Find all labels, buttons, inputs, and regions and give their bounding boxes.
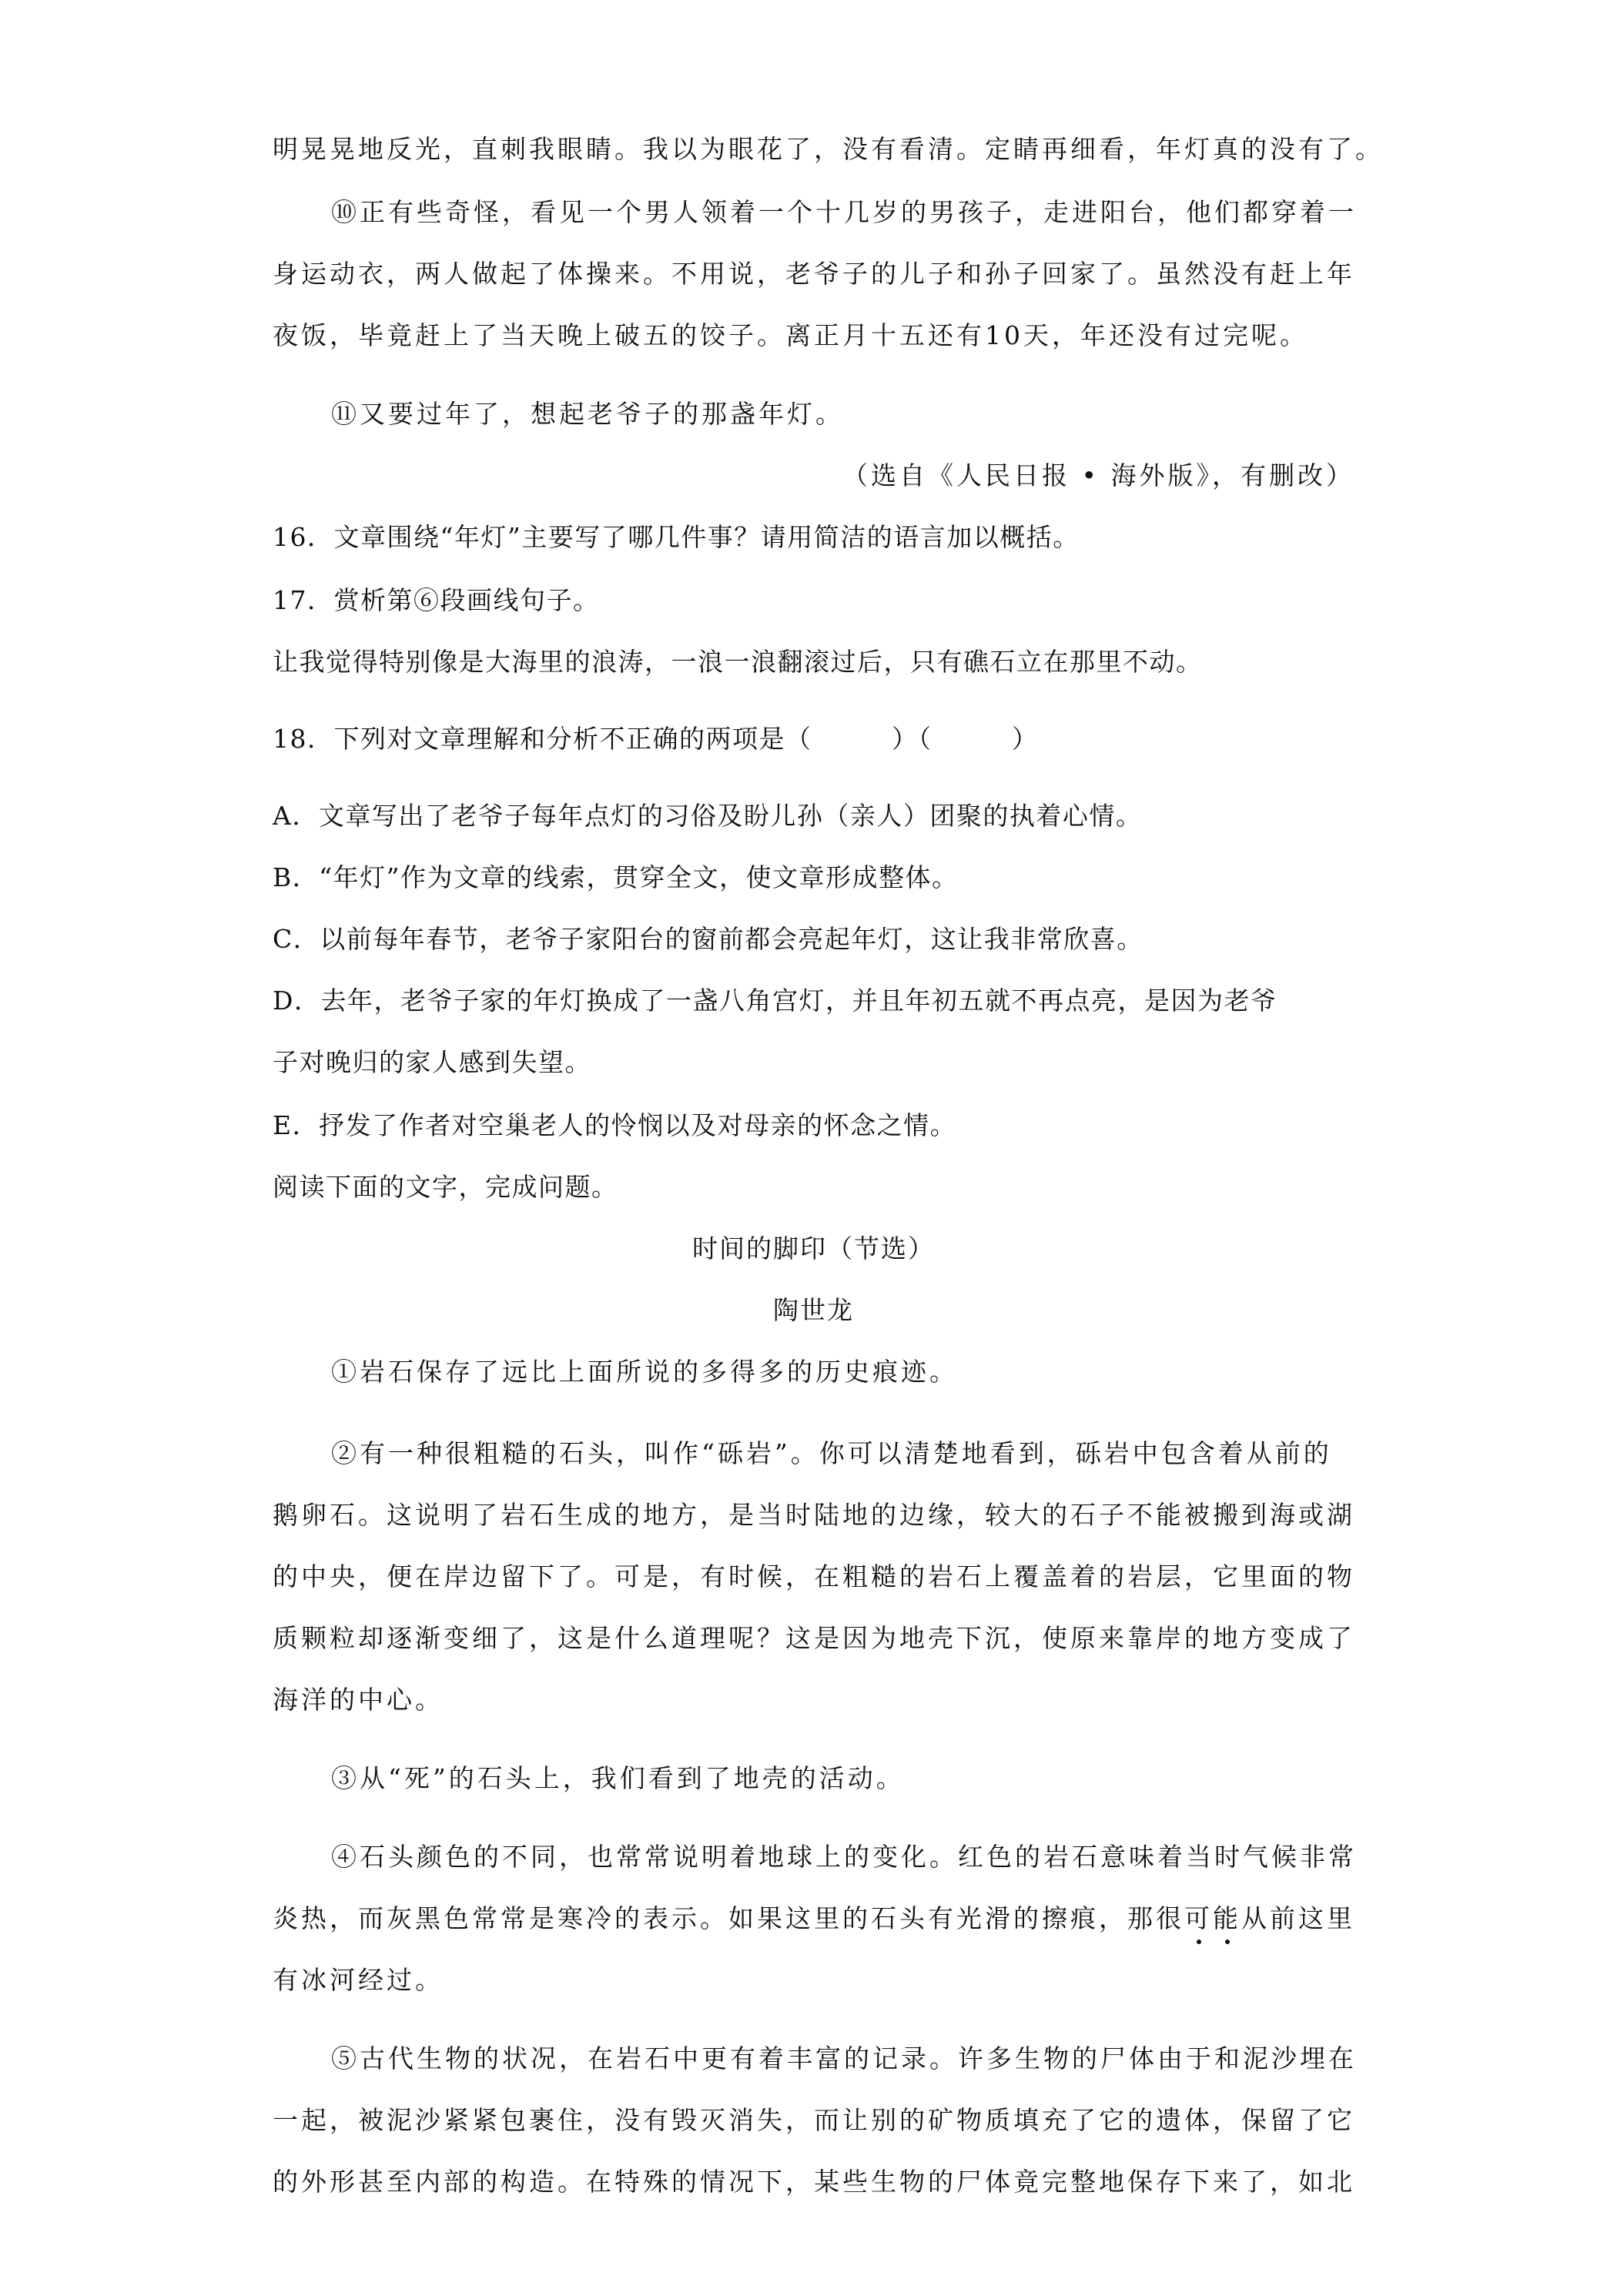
passage2-paragraph4-line2: [273, 1902, 1355, 1936]
passage2-paragraph4-line1: ④石头颜色的不同，也常常说明着地球上的变化。红色的岩石意味着当时气候非常: [331, 1842, 1357, 1872]
question-18-option-b: B．“年灯”作为文章的线索，贯穿全文，使文章形成整体。: [273, 862, 959, 892]
passage1-paragraph10-line2: 身运动衣，两人做起了体操来。不用说，老爷子的儿子和孙子回家了。虽然没有赶上年: [273, 259, 1355, 289]
question-17: 17．赏析第⑥段画线句子。: [273, 585, 600, 615]
passage2-paragraph2-line2: 鹅卵石。这说明了岩石生成的地方，是当时陆地的边缘，较大的石子不能被搬到海或湖: [273, 1500, 1355, 1530]
passage2-author: 陶世龙: [773, 1295, 854, 1325]
passage2-paragraph2-line1: ②有一种很粗糙的石头，叫作“砾岩”。你可以清楚地看到，砾岩中包含着从前的: [331, 1438, 1332, 1468]
passage2-paragraph5-line1: ⑤古代生物的状况，在岩石中更有着丰富的记录。许多生物的尸体由于和泥沙埋在: [331, 2043, 1357, 2073]
passage2-paragraph2-line4: 质颗粒却逐渐变细了，这是什么道理呢？这是因为地壳下沉，使原来靠岸的地方变成了: [273, 1623, 1355, 1653]
passage2-paragraph2-line5: 海洋的中心。: [273, 1685, 444, 1715]
passage2-paragraph3: ③从“死”的石头上，我们看到了地壳的活动。: [331, 1763, 905, 1793]
passage2-paragraph5-line3: 的外形甚至内部的构造。在特殊的情况下，某些生物的尸体竟完整地保存下来了，如北: [273, 2167, 1355, 2197]
emphasized-char: 可: [1184, 1903, 1213, 1933]
emphasized-char: 能: [1213, 1903, 1241, 1933]
passage2-paragraph2-line3: 的中央，便在岸边留下了。可是，有时候，在粗糙的岩石上覆盖着的岩层，它里面的物: [273, 1561, 1355, 1591]
paragraph4-line2-tail: 从前这里: [1241, 1903, 1355, 1933]
emphasized-char: 很: [1156, 1903, 1184, 1933]
passage2-paragraph4-line3: 有冰河经过。: [273, 1965, 444, 1995]
question-18: 18．下列对文章理解和分析不正确的两项是（ ）（ ）: [273, 724, 1039, 754]
question-18-option-a: A．文章写出了老爷子每年点灯的习俗及盼儿孙（亲人）团聚的执着心情。: [273, 801, 1143, 831]
question-18-option-e: E．抒发了作者对空巢老人的怜悯以及对母亲的怀念之情。: [273, 1110, 957, 1140]
passage1-paragraph10-line1: ⑩正有些奇怪，看见一个男人领着一个十几岁的男孩子，走进阳台，他们都穿着一: [331, 197, 1357, 227]
passage1-paragraph9-tail: 明晃晃地反光，直刺我眼睛。我以为眼花了，没有看清。定睛再细看，年灯真的没有了。: [273, 134, 1384, 164]
paragraph4-line2-text: 炎热，而灰黑色常常是寒冷的表示。如果这里的石头有光滑的擦痕，那: [273, 1903, 1156, 1933]
passage2-paragraph1: ①岩石保存了远比上面所说的多得多的历史痕迹。: [331, 1357, 958, 1387]
emphasized-phrase: [1156, 1903, 1241, 1933]
passage2-title: 时间的脚印（节选）: [692, 1233, 935, 1263]
question-18-option-c: C．以前每年春节，老爷子家阳台的窗前都会亮起年灯，这让我非常欣喜。: [273, 924, 1143, 954]
question-17-sentence: 让我觉得特别像是大海里的浪涛，一浪一浪翻滚过后，只有礁石立在那里不动。: [273, 647, 1203, 677]
passage2-paragraph5-line2: 一起，被泥沙紧紧包裹住，没有毁灭消失，而让别的矿物质填充了它的遗体，保留了它: [273, 2105, 1355, 2135]
question-16: 16．文章围绕“年灯”主要写了哪几件事？请用简洁的语言加以概括。: [273, 522, 1080, 552]
passage1-paragraph11: ⑪又要过年了，想起老爷子的那盏年灯。: [331, 399, 844, 429]
reading-instruction: 阅读下面的文字，完成问题。: [273, 1172, 618, 1202]
question-18-option-d-line2: 子对晚归的家人感到失望。: [273, 1047, 591, 1077]
passage1-source: （选自《人民日报 • 海外版》，有删改）: [842, 460, 1354, 490]
passage1-paragraph10-line3: 夜饭，毕竟赶上了当天晚上破五的饺子。离正月十五还有10天，年还没有过完呢。: [273, 320, 1308, 350]
question-18-option-d-line1: D．去年，老爷子家的年灯换成了一盏八角宫灯，并且年初五就不再点亮，是因为老爷: [273, 986, 1277, 1016]
